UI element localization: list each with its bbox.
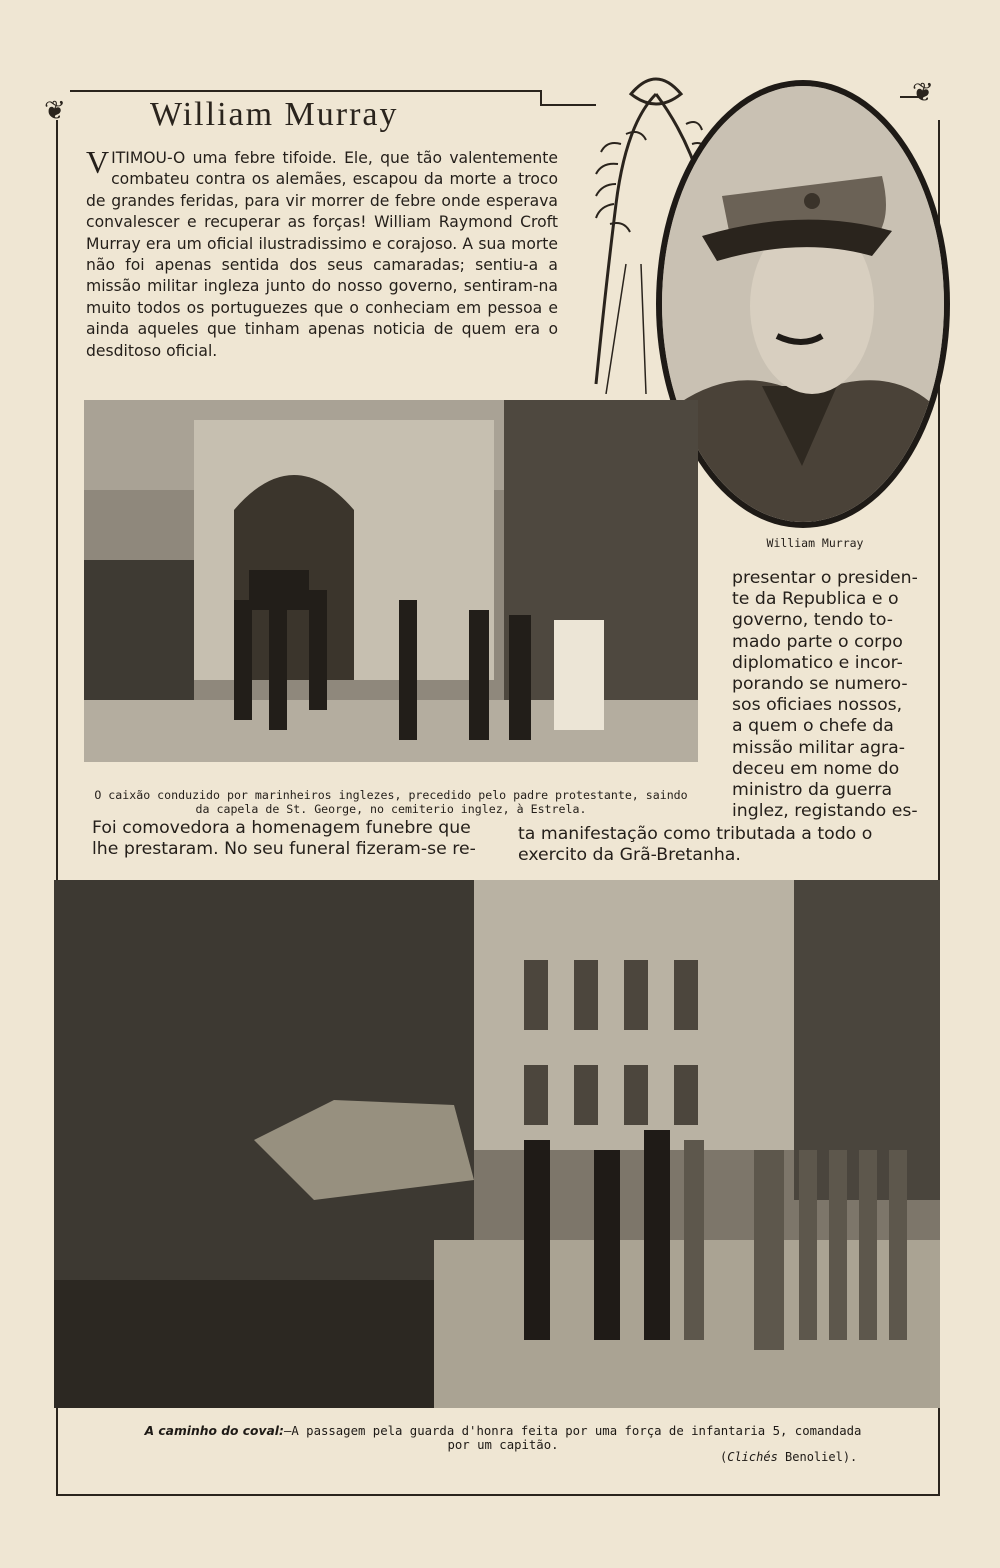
intro-text: ITIMOU-O uma febre tifoide. Ele, que tão valentemente combateu contra os alemães, escapou da morte a troco de grandes feridas, para vir morrer de febre onde esperava convalescer e recuperar as forças! William Raymond Croft Murray era um oficial ilustradissimo e corajoso. A sua morte não foi apenas sentida dos seus camaradas; sentiu-a a missão militar ingleza junto do nosso governo, sentiram-na muito todos os portuguezes que o conheciam em pessoa e ainda aqueles que tinham apenas noticia de quem era o desditoso oficial.	[86, 149, 558, 360]
right-col-line: porando se numero-	[732, 674, 908, 695]
right-col-line: diplomatico e incor-	[732, 652, 903, 673]
portrait-photo	[662, 86, 944, 522]
procession-photo	[54, 880, 940, 1408]
body-text-right	[518, 824, 928, 866]
right-col-line: missão militar agra-	[732, 737, 905, 758]
photo2-caption	[118, 1424, 888, 1452]
frame-top-left	[70, 90, 540, 92]
credit-name: Benoliel).	[777, 1450, 858, 1464]
right-col-line: presentar o presiden-	[732, 568, 918, 588]
right-col-line: te da Republica e o	[732, 589, 899, 610]
portrait-caption: William Murray	[766, 536, 864, 550]
photo-credit	[720, 1450, 857, 1464]
body-left-line1: Foi comovedora a homenagem funebre que	[92, 818, 471, 838]
frame-top-right	[540, 90, 542, 104]
right-col-line: sos oficiaes nossos,	[732, 695, 903, 716]
article-title: William Murray	[150, 96, 399, 133]
photo1-caption	[66, 788, 716, 816]
right-col-line: governo, tendo to-	[732, 610, 894, 631]
right-column-text	[732, 568, 922, 822]
body-right-line2: exercito da Grã-Bretanha.	[518, 845, 741, 866]
frame-bottom	[56, 1494, 940, 1496]
drop-cap: V	[86, 144, 110, 180]
right-col-line: a quem o chefe da	[732, 716, 894, 737]
photo2-caption-rest: —A passagem pela guarda d'honra feita por uma força de infantaria 5, comandada	[283, 1424, 862, 1438]
body-text-left	[92, 818, 502, 860]
photo1-caption-line2: da capela de St. George, no cemiterio inglez, à Estrela.	[195, 802, 587, 816]
right-col-line: inglez, registando es-	[732, 801, 918, 822]
right-col-line: mado parte o corpo	[732, 631, 903, 652]
photo2-caption-line2: por um capitão.	[447, 1438, 559, 1452]
right-col-line: ministro da guerra	[732, 780, 893, 801]
corner-ornament-right: ❦	[912, 78, 934, 108]
right-col-line: deceu em nome do	[732, 758, 900, 779]
body-right-line1: ta manifestação como tributada a todo o	[518, 824, 873, 844]
photo1-caption-line1: O caixão conduzido por marinheiros inglezes, precedido pelo padre protestante, saindo	[94, 788, 688, 802]
photo2-caption-lead: A caminho do coval:	[144, 1424, 284, 1438]
corner-ornament-left: ❦	[44, 96, 66, 126]
portrait-oval	[656, 80, 950, 528]
chapel-photo	[84, 400, 698, 762]
body-left-line2: lhe prestaram. No seu funeral fizeram-se re-	[92, 839, 476, 860]
intro-paragraph	[86, 144, 558, 362]
credit-open: (	[720, 1450, 728, 1464]
credit-cliches: Clichés	[727, 1450, 778, 1464]
